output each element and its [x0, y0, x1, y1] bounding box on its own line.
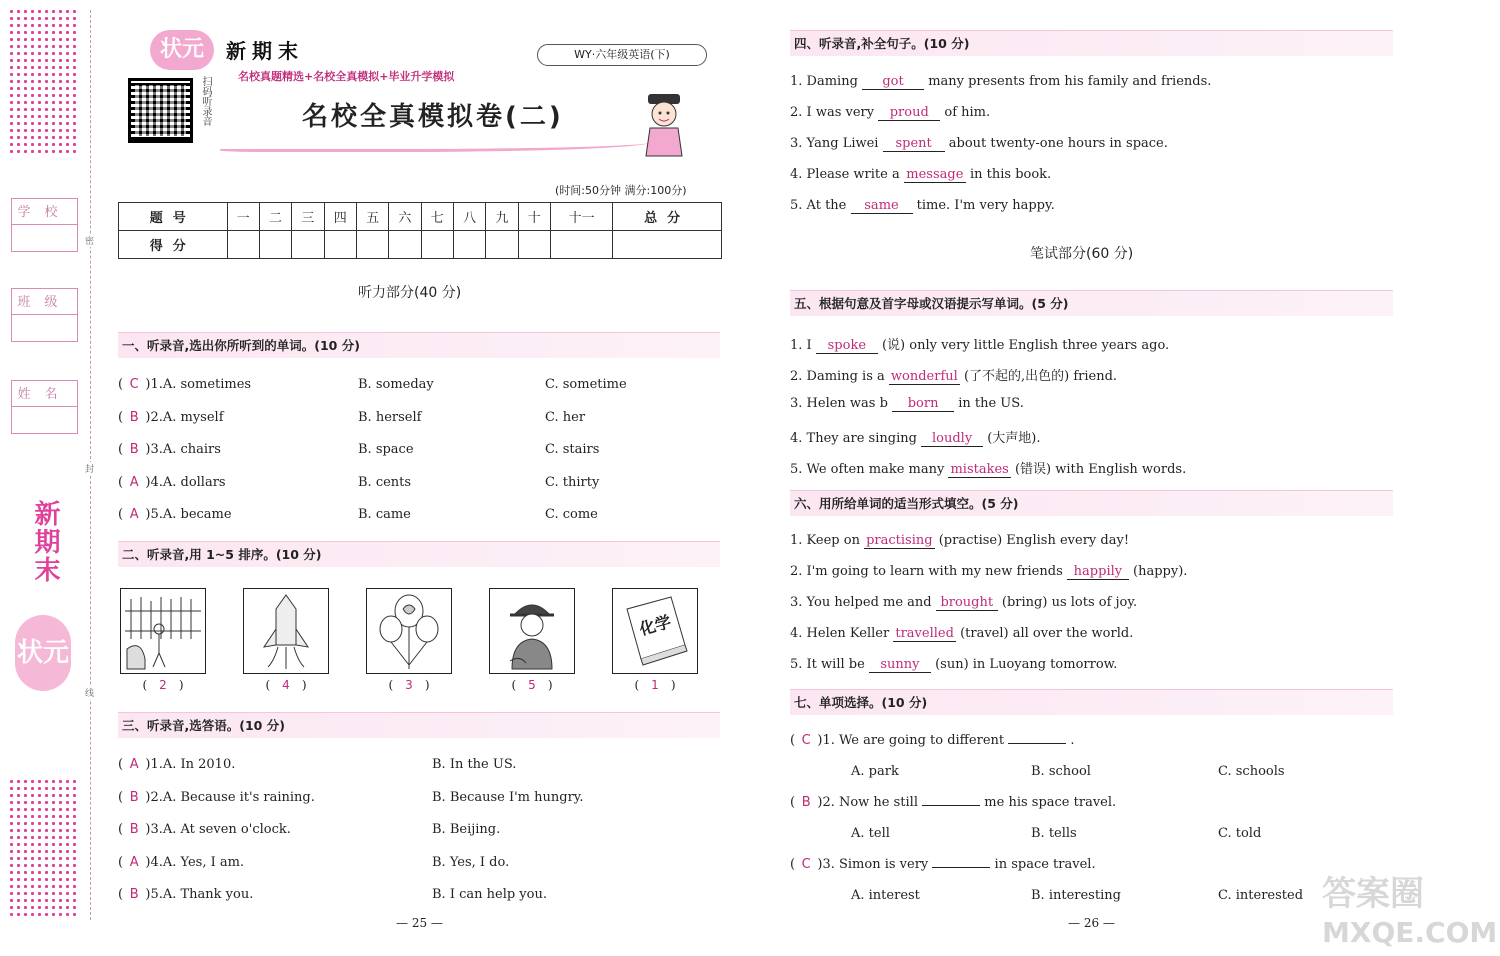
- name-label: 姓名: [12, 383, 77, 407]
- sentence-pre: Helen Keller: [806, 626, 890, 641]
- score-input[interactable]: [389, 231, 421, 259]
- option-b: B. came: [358, 507, 411, 522]
- sentence-pre: It will be: [806, 657, 865, 672]
- option-c[interactable]: C. interested: [1218, 888, 1304, 903]
- option-b: B. Yes, I do.: [432, 854, 510, 870]
- question-tail: .: [1070, 733, 1075, 748]
- option-b: B. someday: [358, 377, 434, 392]
- score-header-row: [119, 203, 722, 231]
- option-b[interactable]: B. interesting: [1031, 888, 1121, 903]
- score-table: [118, 202, 722, 259]
- watermark-logo: 答案圈: [1322, 874, 1424, 914]
- sentence-post: (说) only very little English three years ago.: [881, 338, 1170, 353]
- section-3-title: 三、听录音,选答语。(10 分): [118, 712, 720, 738]
- answer-mark[interactable]: B: [129, 822, 139, 837]
- score-cell: 四: [324, 203, 356, 231]
- fill-sentence: [790, 458, 1186, 478]
- qr-code-icon[interactable]: [128, 78, 193, 143]
- answer-mark[interactable]: C: [801, 857, 811, 872]
- option-c: C. sometime: [545, 377, 627, 392]
- answer-blank[interactable]: happily: [1067, 564, 1129, 580]
- question-number: 1.: [150, 757, 163, 772]
- order-value: 2: [159, 678, 167, 692]
- answer-blank[interactable]: got: [862, 74, 924, 90]
- score-cell: 二: [259, 203, 291, 231]
- option-c: C. come: [545, 507, 598, 522]
- answer-blank[interactable]: [932, 867, 990, 868]
- question-tail: me his space travel.: [984, 795, 1117, 810]
- class-field[interactable]: [11, 288, 78, 342]
- score-input[interactable]: [550, 231, 612, 259]
- paper-title: 名校全真模拟卷(二): [302, 102, 564, 132]
- picture-balloons: [366, 588, 452, 674]
- score-input[interactable]: [324, 231, 356, 259]
- fill-sentence: [790, 365, 1117, 385]
- option-a: A. In 2010.: [162, 757, 236, 772]
- sentence-number: 2.: [790, 105, 803, 120]
- sentence-pre: At the: [806, 198, 847, 213]
- question-text: 1. We are going to different: [822, 733, 1005, 748]
- score-cell: 五: [356, 203, 388, 231]
- sentence-number: 4.: [790, 167, 803, 182]
- score-cell: 题号: [119, 203, 228, 231]
- sentence-post: (happy).: [1133, 564, 1188, 579]
- score-label: 得分: [119, 231, 228, 259]
- sentence-pre: You helped me and: [806, 595, 932, 610]
- question-number: 3.: [150, 442, 163, 457]
- question-text: 2. Now he still: [822, 795, 919, 810]
- answer-blank[interactable]: loudly: [921, 431, 983, 447]
- sentence-pre: Daming: [806, 74, 858, 89]
- option-a: A. sometimes: [162, 377, 252, 392]
- answer-mark[interactable]: B: [129, 409, 139, 425]
- sentence-post: (sun) in Luoyang tomorrow.: [935, 657, 1118, 672]
- fill-sentence: [790, 595, 1137, 611]
- section-2-title: 二、听录音,用 1~5 排序。(10 分): [118, 541, 720, 567]
- sentence-post: about twenty-one hours in space.: [948, 136, 1168, 151]
- option-a: A. At seven o'clock.: [162, 822, 291, 837]
- sentence-post: in the US.: [958, 396, 1024, 411]
- balloons-icon: [367, 589, 451, 673]
- sentence-number: 4.: [790, 626, 803, 641]
- sentence-pre: Yang Liwei: [806, 136, 879, 151]
- sentence-pre: I was very: [806, 105, 875, 120]
- question-number: 5.: [150, 507, 163, 522]
- option-b: B. I can help you.: [432, 887, 547, 902]
- sentence-number: 1.: [790, 338, 803, 353]
- sentence-number: 5.: [790, 198, 803, 213]
- sentence-number: 5.: [790, 462, 803, 477]
- option-a[interactable]: A. park: [851, 764, 899, 779]
- picture-space-shuttle: [243, 588, 329, 674]
- question-tail: in space travel.: [994, 857, 1096, 872]
- score-input[interactable]: [518, 231, 550, 259]
- option-b: B. Because I'm hungry.: [432, 789, 584, 805]
- space-shuttle-icon: [244, 589, 328, 673]
- section-4-title: 四、听录音,补全句子。(10 分): [790, 30, 1393, 56]
- order-answer[interactable]: ( 2 ): [142, 678, 184, 692]
- answer-blank[interactable]: proud: [878, 105, 940, 121]
- sentence-pre: I'm going to learn with my new friends: [806, 564, 1063, 579]
- order-value: 4: [282, 678, 290, 692]
- order-value: 5: [528, 678, 536, 692]
- binding-mark-line: 线: [85, 686, 94, 699]
- question-number: 2.: [150, 409, 163, 425]
- option-a: A. Thank you.: [162, 887, 254, 902]
- option-a[interactable]: A. tell: [851, 826, 890, 841]
- option-c: C. thirty: [545, 474, 600, 490]
- answer-blank[interactable]: wonderful: [890, 369, 958, 384]
- sentence-number: 3.: [790, 595, 803, 610]
- mc-question: ( C )1. We are going to different .: [790, 733, 1075, 748]
- answer-blank[interactable]: sunny: [869, 657, 931, 673]
- fill-sentence: [790, 198, 1055, 214]
- answer-blank[interactable]: same: [851, 198, 913, 214]
- score-cell: 九: [486, 203, 518, 231]
- class-label: 班级: [12, 291, 77, 315]
- sentence-number: 4.: [790, 431, 803, 446]
- fill-sentence: [790, 334, 1169, 354]
- fill-sentence: [790, 533, 1129, 549]
- book-label: 化学: [637, 611, 674, 640]
- score-input[interactable]: [356, 231, 388, 259]
- sentence-post: (practise) English every day!: [938, 533, 1130, 548]
- answer-blank[interactable]: brought: [936, 595, 998, 611]
- answer-blank[interactable]: born: [892, 396, 954, 412]
- score-cell: 十: [518, 203, 550, 231]
- option-b: B. herself: [358, 409, 422, 425]
- option-a: A. dollars: [162, 474, 226, 490]
- answer-mark[interactable]: A: [129, 507, 139, 522]
- score-value-row: [119, 231, 722, 259]
- name-field[interactable]: [11, 380, 78, 434]
- order-value: 1: [651, 678, 659, 692]
- scholar-mascot-icon: [640, 92, 688, 158]
- option-b: B. In the US.: [432, 757, 517, 772]
- grade-badge: WY·六年级英语(下): [537, 44, 707, 66]
- answer-mark[interactable]: A: [129, 474, 139, 490]
- tagline: 名校真题精选+名校全真模拟+毕业升学模拟: [238, 70, 455, 83]
- sentence-pre: We often make many: [806, 462, 945, 477]
- sentence-number: 3.: [790, 136, 803, 151]
- question-row: ( A )4.A. dollars: [118, 474, 226, 490]
- mc-question: ( B )2. Now he still me his space travel.: [790, 795, 1117, 810]
- sentence-post: (bring) us lots of joy.: [1001, 595, 1138, 610]
- score-cell: 六: [389, 203, 421, 231]
- question-number: 3.: [150, 822, 163, 837]
- question-row: ( A )1.A. In 2010.: [118, 757, 236, 772]
- picture-boy-with-cap: [489, 588, 575, 674]
- sentence-pre: They are singing: [806, 431, 917, 446]
- score-input[interactable]: [259, 231, 291, 259]
- option-b: B. space: [358, 442, 414, 457]
- question-row: ( B )3.A. chairs: [118, 442, 221, 457]
- side-logo: 状元: [15, 615, 71, 691]
- fence-scene-icon: [121, 589, 205, 673]
- question-number: 1.: [150, 377, 163, 392]
- question-row: ( B )3.A. At seven o'clock.: [118, 822, 291, 837]
- option-c: C. stairs: [545, 442, 600, 457]
- question-row: ( A )4.A. Yes, I am.: [118, 854, 245, 870]
- sentence-pre: Daming is a: [806, 369, 885, 384]
- sentence-post: time. I'm very happy.: [916, 198, 1055, 213]
- option-a: A. Because it's raining.: [162, 789, 315, 805]
- option-a: A. myself: [162, 409, 224, 425]
- option-a: A. chairs: [162, 442, 221, 457]
- binding-mark-close: 封: [85, 462, 94, 475]
- order-answer[interactable]: ( 1 ): [634, 678, 676, 692]
- option-c[interactable]: C. told: [1218, 826, 1262, 841]
- question-row: ( B )2.A. myself: [118, 409, 224, 425]
- watermark-url: MXQE.COM: [1322, 916, 1498, 949]
- option-a: A. became: [162, 507, 232, 522]
- question-number: 5.: [150, 887, 163, 902]
- sentence-post: of him.: [944, 105, 991, 120]
- brand-name: 新期末: [226, 39, 304, 63]
- answer-mark[interactable]: A: [129, 757, 139, 772]
- section-5-title: 五、根据句意及首字母或汉语提示写单词。(5 分): [790, 290, 1393, 316]
- order-answer[interactable]: ( 4 ): [265, 678, 307, 692]
- page-number-right: — 26 —: [1068, 916, 1115, 930]
- answer-mark[interactable]: A: [129, 854, 139, 870]
- answer-blank[interactable]: mistakes: [950, 462, 1009, 477]
- sentence-pre: Helen was b: [806, 396, 888, 411]
- score-cell: 八: [453, 203, 485, 231]
- sentence-pre: I: [806, 338, 812, 353]
- answer-blank[interactable]: spoke: [816, 338, 878, 354]
- score-input[interactable]: [613, 231, 722, 259]
- score-input[interactable]: [453, 231, 485, 259]
- answer-mark[interactable]: B: [801, 795, 811, 810]
- sentence-number: 2.: [790, 369, 803, 384]
- answer-mark[interactable]: C: [129, 377, 139, 392]
- writing-part-title: 笔试部分(60 分): [1030, 246, 1134, 262]
- sentence-number: 2.: [790, 564, 803, 579]
- question-number: 4.: [150, 854, 163, 870]
- answer-mark[interactable]: C: [801, 733, 811, 748]
- score-input[interactable]: [292, 231, 324, 259]
- answer-blank[interactable]: travelled: [895, 626, 954, 641]
- order-answer[interactable]: ( 5 ): [511, 678, 553, 692]
- page-number-left: — 25 —: [396, 916, 443, 930]
- question-number: 4.: [150, 474, 163, 490]
- fill-sentence: [790, 105, 990, 121]
- picture-chemistry-book: [612, 588, 698, 674]
- fill-sentence: [790, 167, 1051, 183]
- fill-sentence: [790, 427, 1041, 447]
- option-b: B. cents: [358, 474, 412, 490]
- sentence-number: 5.: [790, 657, 803, 672]
- option-c: C. her: [545, 409, 586, 425]
- option-b[interactable]: B. tells: [1031, 826, 1077, 841]
- option-c[interactable]: C. schools: [1218, 764, 1285, 779]
- option-a: A. Yes, I am.: [162, 854, 245, 870]
- answer-blank[interactable]: spent: [883, 136, 945, 152]
- title-swoosh: [220, 136, 650, 152]
- brand-logo: 状元: [150, 30, 214, 70]
- school-label: 学校: [12, 201, 77, 225]
- school-field[interactable]: [11, 198, 78, 252]
- picture-fence-scene: [120, 588, 206, 674]
- boy-with-cap-icon: [490, 589, 574, 673]
- fill-sentence: [790, 396, 1024, 412]
- sentence-post: many presents from his family and friends.: [928, 74, 1212, 89]
- sentence-number: 1.: [790, 74, 803, 89]
- score-cell: 总分: [613, 203, 722, 231]
- score-cell: 七: [421, 203, 453, 231]
- section-1-title: 一、听录音,选出你所听到的单词。(10 分): [118, 332, 720, 358]
- answer-mark[interactable]: B: [129, 887, 139, 902]
- fill-sentence: [790, 136, 1168, 152]
- margin-dot-pattern-top: [8, 8, 80, 156]
- margin-dot-pattern-bottom: [8, 778, 80, 920]
- order-answer[interactable]: ( 3 ): [388, 678, 430, 692]
- fill-sentence: [790, 626, 1133, 642]
- score-input[interactable]: [486, 231, 518, 259]
- question-number: 2.: [150, 789, 163, 805]
- order-value: 3: [405, 678, 413, 692]
- question-text: 3. Simon is very: [822, 857, 929, 872]
- score-cell: 三: [292, 203, 324, 231]
- option-a[interactable]: A. interest: [851, 888, 920, 903]
- sentence-pre: Keep on: [806, 533, 860, 548]
- answer-blank[interactable]: [922, 805, 980, 806]
- sentence-post: (错误) with English words.: [1014, 462, 1187, 477]
- sentence-pre: Please write a: [806, 167, 900, 182]
- sentence-post: in this book.: [969, 167, 1052, 182]
- fill-sentence: [790, 74, 1211, 90]
- answer-blank[interactable]: message: [904, 167, 966, 183]
- score-input[interactable]: [421, 231, 453, 259]
- score-cell: 十一: [550, 203, 612, 231]
- question-row: ( B )2.A. Because it's raining.: [118, 789, 315, 805]
- time-note: (时间:50分钟 满分:100分): [555, 184, 687, 197]
- answer-mark[interactable]: B: [129, 442, 139, 457]
- option-b[interactable]: B. school: [1031, 764, 1091, 779]
- question-row: ( A )5.A. became: [118, 507, 232, 522]
- answer-blank[interactable]: practising: [866, 533, 933, 548]
- binding-mark-seal: 密: [85, 234, 94, 247]
- sentence-post: (travel) all over the world.: [960, 626, 1134, 641]
- answer-blank[interactable]: [1008, 743, 1066, 744]
- answer-mark[interactable]: B: [129, 789, 139, 805]
- fill-sentence: [790, 657, 1117, 673]
- score-cell: 一: [227, 203, 259, 231]
- question-row: ( B )5.A. Thank you.: [118, 887, 254, 902]
- section-7-title: 七、单项选择。(10 分): [790, 689, 1393, 715]
- sentence-number: 3.: [790, 396, 803, 411]
- score-input[interactable]: [227, 231, 259, 259]
- sentence-post: (了不起的,出色的) friend.: [963, 369, 1118, 384]
- option-b: B. Beijing.: [432, 822, 501, 837]
- qr-label: 扫码听录音: [200, 76, 211, 126]
- listening-part-title: 听力部分(40 分): [358, 285, 462, 301]
- sentence-number: 1.: [790, 533, 803, 548]
- side-brand: 新期末: [30, 500, 60, 584]
- mc-question: ( C )3. Simon is very in space travel.: [790, 857, 1096, 872]
- section-6-title: 六、用所给单词的适当形式填空。(5 分): [790, 490, 1393, 516]
- sentence-post: (大声地).: [987, 431, 1041, 446]
- question-row: ( C )1.A. sometimes: [118, 377, 252, 392]
- fill-sentence: [790, 564, 1187, 580]
